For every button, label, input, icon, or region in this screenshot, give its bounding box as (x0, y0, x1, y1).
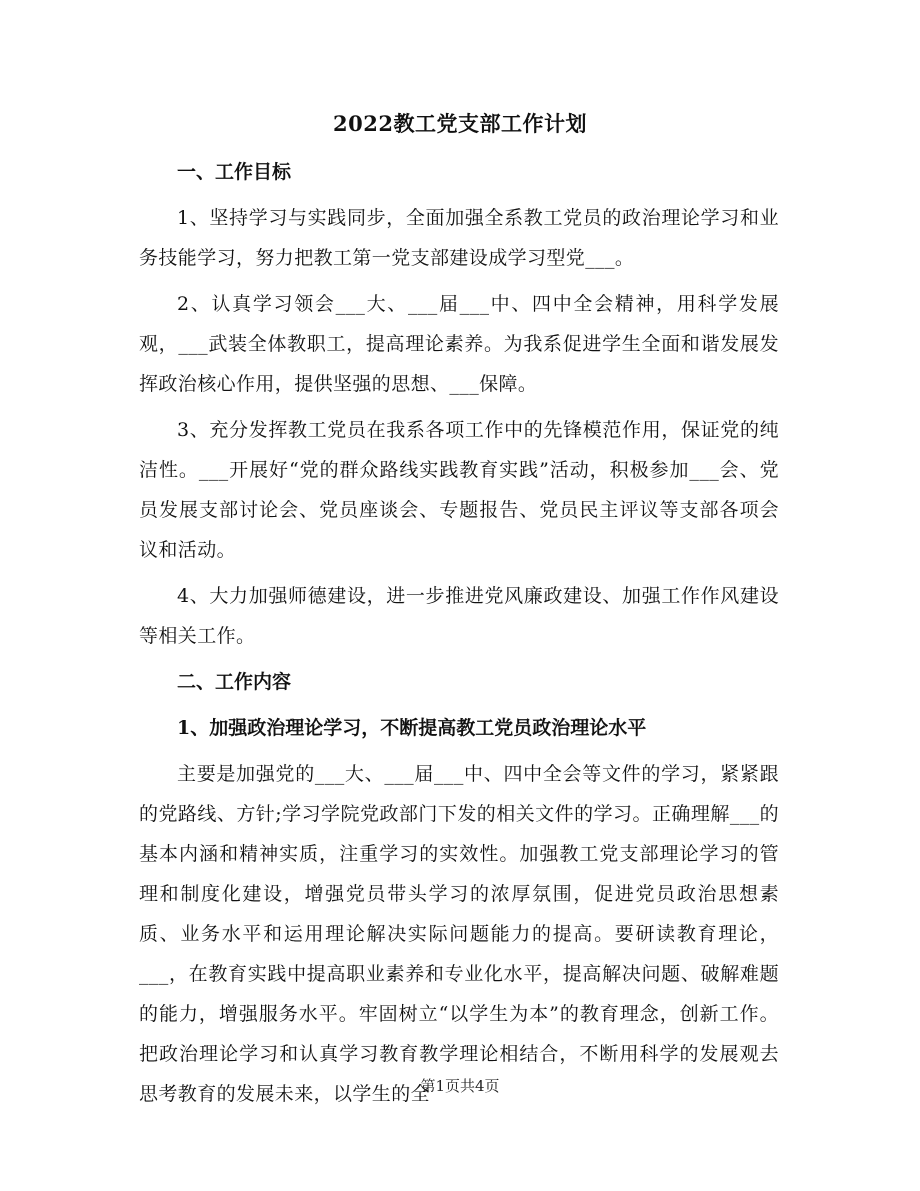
page-number: 第1页共4页 (420, 1077, 500, 1095)
paragraph: 1、坚持学习与实践同步，全面加强全系教工党员的政治理论学习和业务技能学习，努力把教工第一党支部建设成学习型党___。 (139, 207, 779, 269)
paragraph: 主要是加强党的___大、___届___中、四中全会等文件的学习，紧紧跟的党路线、方针;学习学院党政部门下发的相关文件的学习。正确理解___的基本内涵和精神实质，注重学习的实效性。加强教工党支部理论学习的管理和制度化建设，增强党员带头学习的浓厚氛围，促进党员政治思想素质、业务水平和运用理论解决实际问题能力的提高。要研读教育理论，___，在教育实践中提高职业素养和专业化水平，提高解决问题、破解难题的能力，增强服务水平。牢固树立“以学生为本”的教育理念，创新工作。把政治理论学习和认真学习教育教学理论相结合，不断用科学的发展观去思考教育的发展未来，以学生的全 (139, 763, 779, 1105)
paragraph: 2、认真学习领会___大、___届___中、四中全会精神，用科学发展观，___武装全体教职工，提高理论素养。为我系促进学生全面和谐发展发挥政治核心作用，提供坚强的思想、___保障。 (139, 293, 779, 395)
section-heading-content: 二、工作内容 (177, 671, 292, 693)
paragraph: 3、充分发挥教工党员在我系各项工作中的先锋模范作用，保证党的纯洁性。___开展好“党的群众路线实践教育实践”活动，积极参加___会、党员发展支部讨论会、党员座谈会、专题报告、党员民主评议等支部各项会议和活动。 (139, 419, 779, 561)
document-body (139, 152, 779, 1120)
subsection-heading: 1、加强政治理论学习，不断提高教工党员政治理论水平 (177, 717, 647, 739)
document-title: 2022教工党支部工作计划 (333, 111, 587, 136)
paragraph: 4、大力加强师德建设，进一步推进党风廉政建设、加强工作作风建设等相关工作。 (139, 585, 779, 647)
section-heading-goals: 一、工作目标 (177, 161, 292, 183)
